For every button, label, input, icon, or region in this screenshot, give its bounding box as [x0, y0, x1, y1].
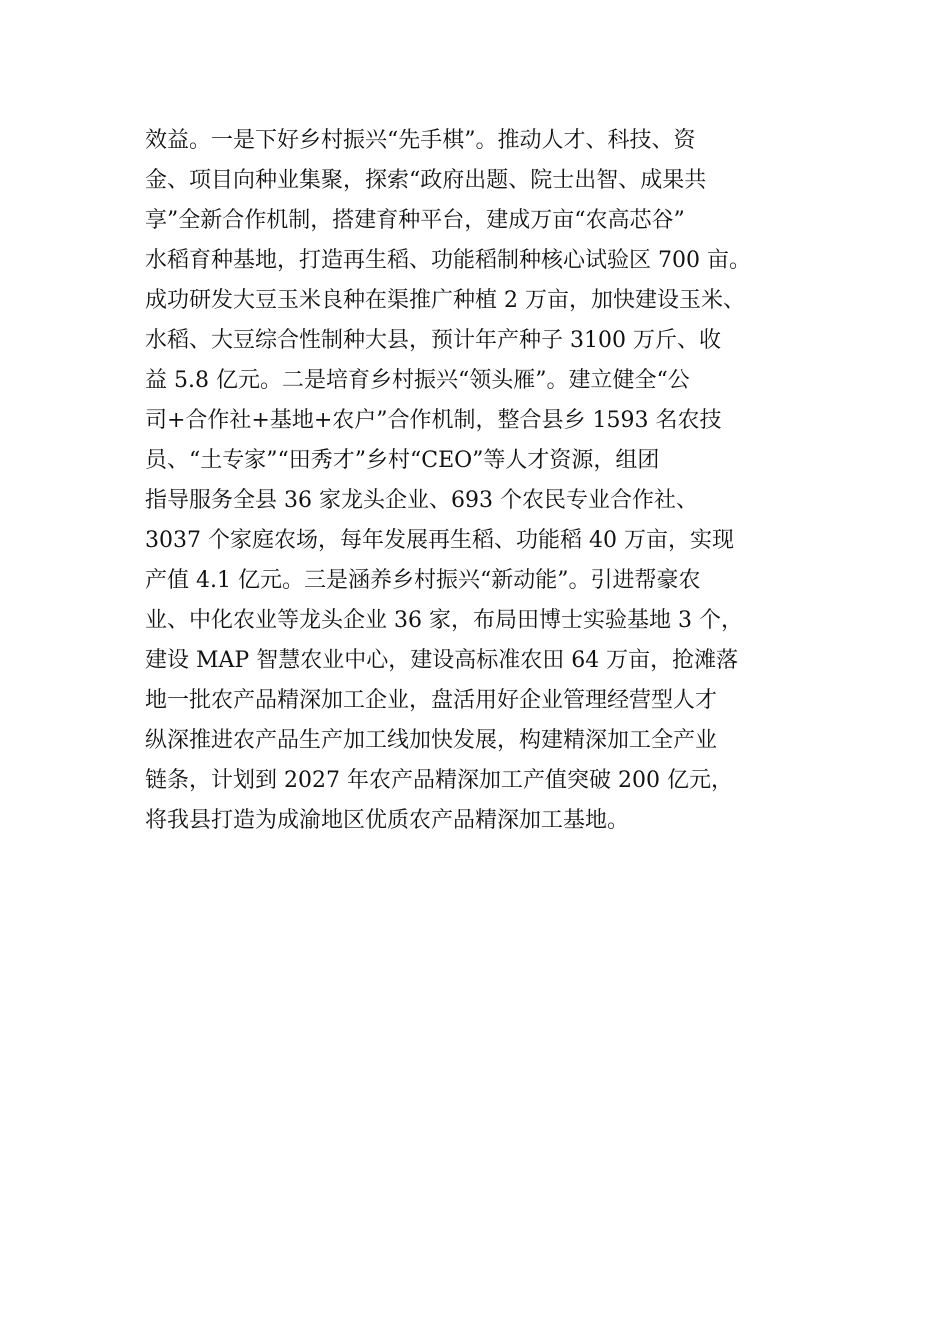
text-line: 司+合作社+基地+农户”合作机制，整合县乡 1593 名农技 — [145, 408, 722, 433]
text-line: 链条，计划到 2027 年农产品精深加工产值突破 200 亿元， — [145, 768, 733, 793]
text-line: 地一批农产品精深加工企业，盘活用好企业管理经营型人才 — [145, 688, 718, 713]
text-line: 效益。一是下好乡村振兴“先手棋”。推动人才、科技、资 — [145, 128, 696, 153]
text-line: 享”全新合作机制，搭建育种平台，建成万亩“农高芯谷” — [145, 208, 685, 233]
text-line: 成功研发大豆玉米良种在渠推广种植 2 万亩，加快建设玉米、 — [145, 288, 745, 313]
body-paragraph — [145, 121, 825, 841]
text-line: 指导服务全县 36 家龙头企业、693 个农民专业合作社、 — [145, 488, 698, 513]
text-line: 水稻育种基地，打造再生稻、功能稻制种核心试验区 700 亩。 — [145, 248, 751, 273]
text-line: 金、项目向种业集聚，探索“政府出题、院士出智、成果共 — [145, 168, 707, 193]
text-line: 业、中化农业等龙头企业 36 家，布局田博士实验基地 3 个， — [145, 608, 743, 633]
text-line: 将我县打造为成渝地区优质农产品精深加工基地。 — [145, 808, 630, 833]
text-line: 员、“土专家”“田秀才”乡村“CEO”等人才资源，组团 — [145, 448, 660, 473]
text-line: 益 5.8 亿元。二是培育乡村振兴“领头雁”。建立健全“公 — [145, 368, 690, 393]
text-line: 建设 MAP 智慧农业中心，建设高标准农田 64 万亩，抢滩落 — [145, 648, 739, 673]
text-line: 纵深推进农产品生产加工线加快发展，构建精深加工全产业 — [145, 728, 718, 753]
text-line: 3037 个家庭农场，每年发展再生稻、功能稻 40 万亩，实现 — [145, 528, 734, 553]
text-line: 水稻、大豆综合性制种大县，预计年产种子 3100 万斤、收 — [145, 328, 721, 353]
text-line: 产值 4.1 亿元。三是涵养乡村振兴“新动能”。引进帮豪农 — [145, 568, 701, 593]
